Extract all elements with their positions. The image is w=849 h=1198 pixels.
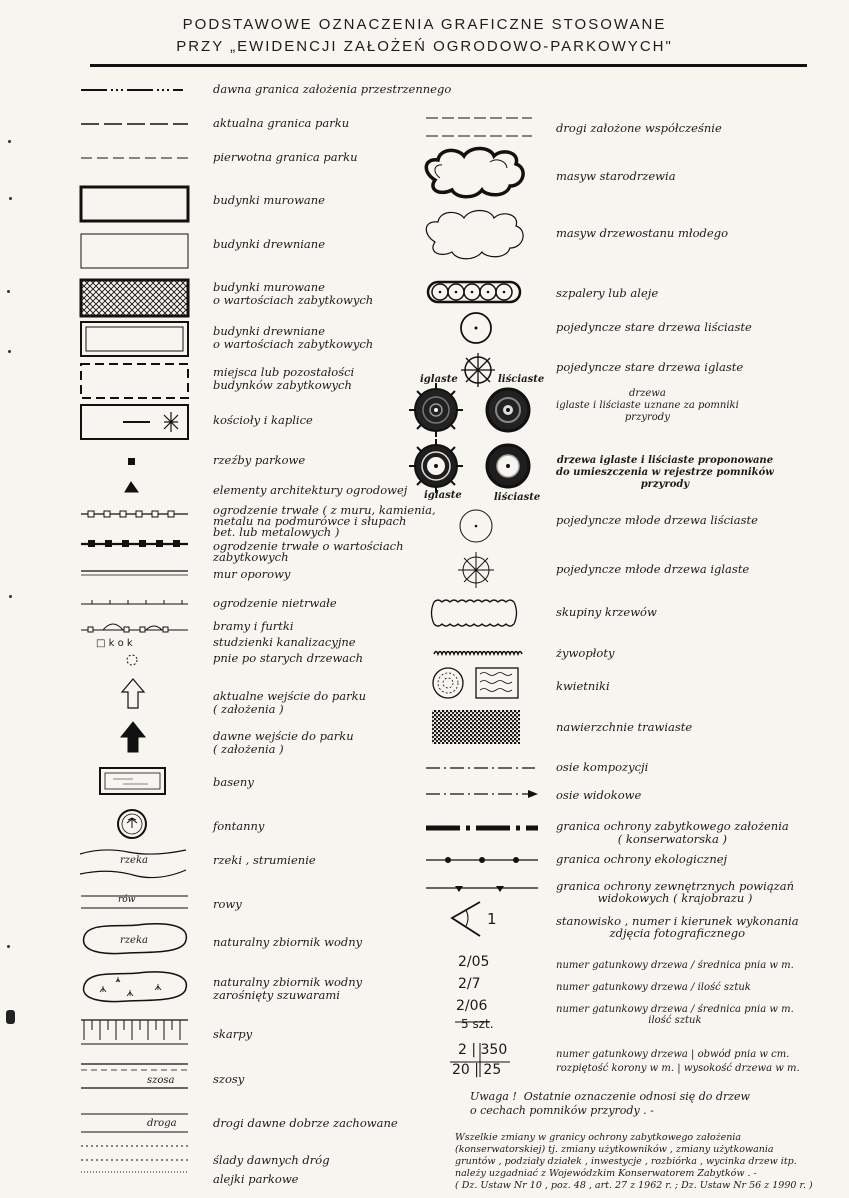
- scan-mark: [9, 595, 12, 598]
- label-ogrodzenie-nietrwale: ogrodzenie nietrwałe: [213, 596, 337, 610]
- label-ogrodzenie-zabytkowe: ogrodzenie trwałe o wartościach zabytkowych: [213, 539, 404, 564]
- label-studzienki: studzienki kanalizacyjne: [213, 635, 356, 649]
- label-numer-obwod: numer gatunkowy drzewa | obwód pnia w cm. rozpiętość korony w m. | wysokość drzewa w m.: [556, 1049, 800, 1074]
- note-uwaga: Uwaga ! Ostatnie oznaczenie odnosi się do drzew o cechach pomników przyrody . -: [470, 1090, 750, 1117]
- left-symbols: [78, 82, 193, 1182]
- scan-mark: [8, 350, 11, 353]
- label-granica-ekologiczna: granica ochrony ekologicznej: [556, 852, 728, 866]
- label-proponowane: drzewa iglaste i liściaste proponowane do umieszczenia w rejestrze pomników przyrody: [556, 455, 774, 490]
- photo-number: 1: [487, 910, 497, 928]
- scan-mark: [7, 945, 10, 948]
- scan-mark: [7, 290, 10, 293]
- road-word-szosa: szosa: [147, 1075, 175, 1086]
- label-numer-srednica-ilosc: numer gatunkowy drzewa / średnica pnia w m. ilość sztuk: [556, 1004, 794, 1026]
- road-word-droga: droga: [147, 1118, 177, 1129]
- label-granica-konserwatorska: granica ochrony zabytkowego założenia ( konserwatorska ): [556, 819, 789, 846]
- page-title-line1: PODSTAWOWE OZNACZENIA GRAFICZNE STOSOWANE: [182, 16, 667, 33]
- iglaste-bottom-label: iglaste: [424, 490, 462, 501]
- label-numer-srednica: numer gatunkowy drzewa / średnica pnia w m.: [556, 960, 794, 971]
- label-fontanny: fontanny: [213, 819, 265, 833]
- label-elementy-architektury: elementy architektury ogrodowej: [213, 483, 408, 497]
- scan-mark: [9, 197, 12, 200]
- label-mlode-iglaste: pojedyncze młode drzewa iglaste: [556, 562, 750, 576]
- code-3-bottom: 5 szt.: [461, 1017, 494, 1031]
- label-zywoploty: żywopłoty: [556, 646, 615, 660]
- scan-mark: [6, 1010, 15, 1024]
- label-koscioly: kościoły i kaplice: [213, 413, 313, 427]
- label-stare-iglaste: pojedyncze stare drzewa iglaste: [556, 360, 744, 374]
- pond-word: rzeka: [120, 935, 148, 946]
- label-pierwotna-granica: pierwotna granica parku: [213, 150, 358, 164]
- label-dawne-wejscie: dawne wejście do parku ( założenia ): [213, 729, 354, 756]
- page-title-line2: PRZY „EWIDENCJI ZAŁOŻEŃ OGRODOWO-PARKOWYCH": [176, 38, 673, 55]
- ditch-word: rów: [118, 895, 136, 905]
- label-dawna-granica: dawna granica założenia przestrzennego: [213, 82, 452, 96]
- label-osie-kompozycji: osie kompozycji: [556, 760, 649, 774]
- label-numer-ilosc: numer gatunkowy drzewa / ilość sztuk: [556, 982, 751, 993]
- gate-letters: □ k o k: [96, 638, 133, 649]
- label-masyw-mlody: masyw drzewostanu młodego: [556, 226, 729, 240]
- label-masyw-starodrzewia: masyw starodrzewia: [556, 169, 676, 183]
- label-pomniki: drzewa iglaste i liściaste uznane za pomniki przyrody: [556, 388, 739, 423]
- label-rzezby: rzeźby parkowe: [213, 453, 306, 467]
- river-word: rzeka: [120, 855, 148, 866]
- label-mur-oporowy: mur oporowy: [213, 567, 291, 581]
- label-ogrodzenie-trwale: ogrodzenie trwałe ( z muru, kamienia, metalu na podmurówce i słupach bet. lub metalowych ): [213, 503, 436, 539]
- label-rzeki: rzeki , strumienie: [213, 853, 316, 867]
- iglaste-top-label: iglaste: [420, 374, 458, 385]
- code-4-top: 2 | 350: [458, 1042, 508, 1058]
- label-baseny: baseny: [213, 775, 254, 789]
- label-drogi-dawne: drogi dawne dobrze zachowane: [213, 1116, 398, 1130]
- note-footer: Wszelkie zmiany w granicy ochrony zabytkowego założenia (konserwatorskiej) tj. zmiany użytkowników , zmiany użytkowania gruntów , podziały działek , inwestycje , rozbiórka , wycinka drzew itp. należy uzgadniać z Wojewódzkim Konserwatorem Zabytków . - ( Dz. Ustaw Nr 10 , poz. 48 , art. 27 z 1962 r. ; Dz. Ustaw Nr 56 z 1990 r. ): [455, 1132, 813, 1191]
- label-krzewy: skupiny krzewów: [556, 605, 657, 619]
- label-stanowisko: stanowisko , numer i kierunek wykonania zdjęcia fotograficznego: [556, 914, 799, 940]
- label-miejsca-pozostalosci: miejsca lub pozostałości budynków zabytkowych: [213, 365, 355, 392]
- code-4-bottom: 20 | 25: [452, 1062, 502, 1078]
- label-murowane-zabytkowe: budynki murowane o wartościach zabytkowych: [213, 280, 374, 307]
- label-kwietniki: kwietniki: [556, 679, 610, 693]
- label-bramy: bramy i furtki: [213, 619, 294, 633]
- label-slady-drog: ślady dawnych dróg: [213, 1153, 330, 1167]
- label-budynki-murowane: budynki murowane: [213, 193, 325, 207]
- label-szosy: szosy: [213, 1072, 245, 1086]
- label-aktualna-granica: aktualna granica parku: [213, 116, 350, 130]
- code-1: 2/05: [458, 954, 490, 970]
- label-drewniane-zabytkowe: budynki drewniane o wartościach zabytkowych: [213, 324, 374, 351]
- lisciaste-top-label: liściaste: [498, 374, 545, 385]
- label-skarpy: skarpy: [213, 1027, 253, 1041]
- lisciaste-bottom-label: liściaste: [494, 492, 541, 503]
- code-2: 2/7: [458, 976, 481, 992]
- label-stare-lisciaste: pojedyncze stare drzewa liściaste: [556, 320, 752, 334]
- label-zbiornik-zarosniety: naturalny zbiornik wodny zarośnięty szuwarami: [213, 975, 363, 1002]
- label-alejki: alejki parkowe: [213, 1172, 299, 1186]
- scan-mark: [8, 140, 11, 143]
- label-osie-widokowe: osie widokowe: [556, 788, 642, 802]
- label-pnie: pnie po starych drzewach: [213, 651, 363, 665]
- label-szpalery: szpalery lub aleje: [556, 286, 659, 300]
- label-mlode-lisciaste: pojedyncze młode drzewa liściaste: [556, 513, 758, 527]
- label-trawiaste: nawierzchnie trawiaste: [556, 720, 693, 734]
- label-budynki-drewniane: budynki drewniane: [213, 237, 325, 251]
- label-aktualne-wejscie: aktualne wejście do parku ( założenia ): [213, 689, 366, 716]
- label-drogi-wspolczesne: drogi założone współcześnie: [556, 121, 722, 135]
- label-granica-krajobrazu: granica ochrony zewnętrznych powiązań widokowych ( krajobrazu ): [556, 879, 794, 905]
- title-rule: [90, 64, 807, 67]
- label-zbiornik: naturalny zbiornik wodny: [213, 935, 363, 949]
- code-3-top: 2/06: [456, 998, 488, 1014]
- label-rowy: rowy: [213, 897, 242, 911]
